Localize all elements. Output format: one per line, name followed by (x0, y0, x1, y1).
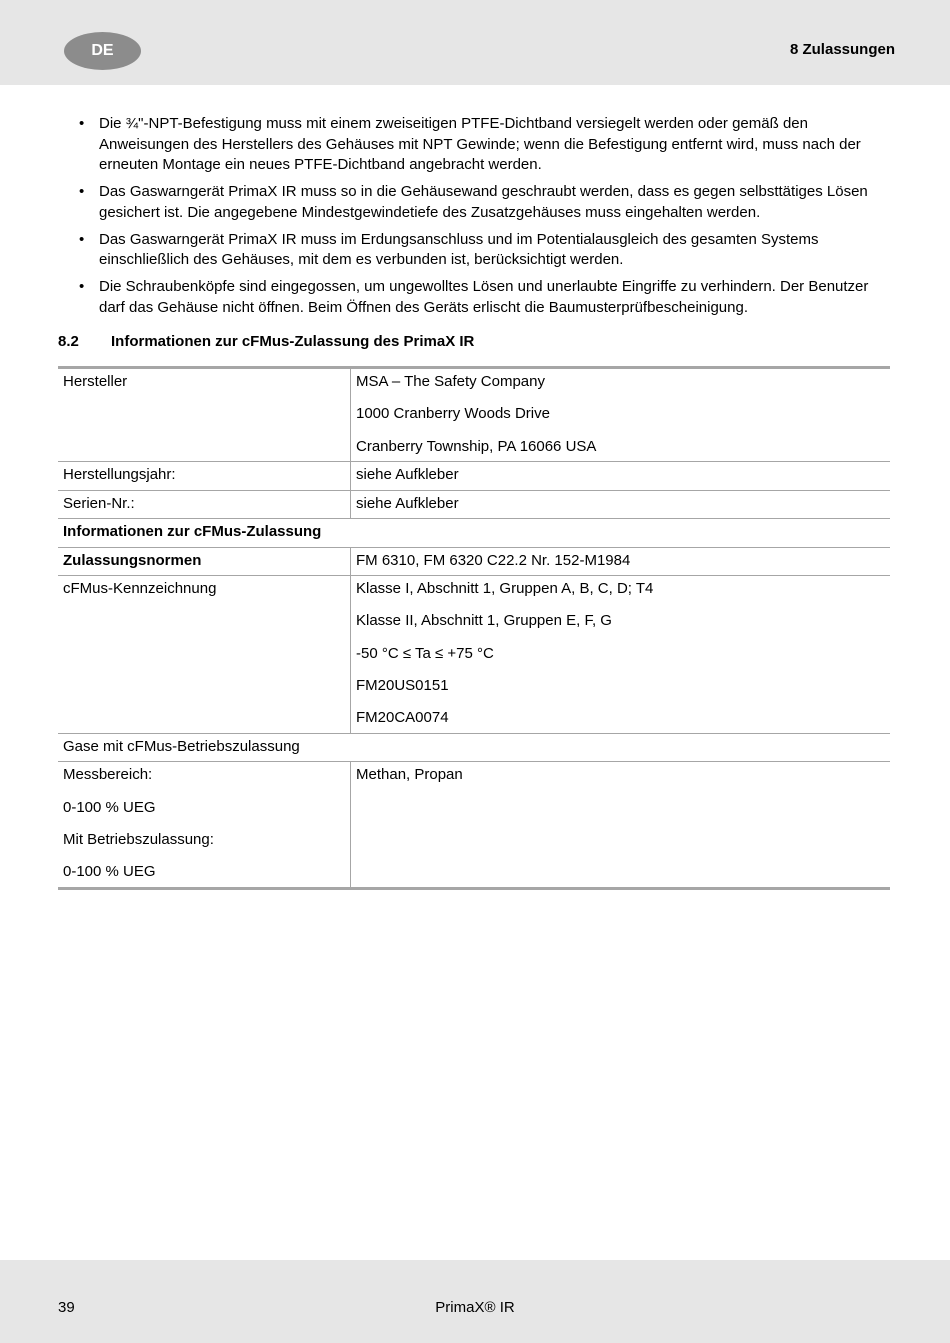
address-line: MSA – The Safety Company (356, 373, 545, 390)
address-line: 1000 Cranberry Woods Drive (356, 405, 550, 423)
approval-table (58, 366, 890, 890)
year-label: Herstellungsjahr: (58, 462, 351, 491)
bullet-item: • Das Gaswarngerät PrimaX IR muss im Erdungsanschluss und im Potentialausgleich des gesamten Systems einschließlich des Gehäuses, mit dem es verbunden ist, berücksichtigt werden. (58, 230, 878, 271)
marking-line: Klasse II, Abschnitt 1, Gruppen E, F, G (356, 612, 612, 630)
marking-line: -50 °C ≤ Ta ≤ +75 °C (356, 644, 494, 662)
chapter-title: 8 Zulassungen (789, 41, 895, 58)
table-row (58, 490, 890, 519)
marking-line: FM20US0151 (356, 676, 449, 694)
serial-value: siehe Aufkleber (351, 490, 891, 519)
table-row (58, 547, 890, 576)
standards-value: FM 6310, FM 6320 C22.2 Nr. 152-M1984 (351, 547, 891, 576)
page-header (0, 0, 950, 85)
section-heading (58, 333, 474, 350)
table-row (58, 762, 890, 888)
address-line: Cranberry Township, PA 16066 USA (356, 437, 597, 455)
gases-value: Methan, Propan (351, 762, 891, 888)
bullet-item: • Die Schraubenköpfe sind eingegossen, um ungewolltes Lösen und unerlaubte Eingriffe zu verhindern. Der Benutzer darf das Gehäuse nicht öffnen. Beim Öffnen des Geräts erlischt die Baumusterprüfbescheinigung. (58, 277, 878, 318)
table-row (58, 519, 890, 548)
bullet-list (58, 114, 878, 325)
cfmus-heading: Informationen zur cFMus-Zulassung (58, 519, 890, 548)
table-row (58, 733, 890, 762)
marking-label: cFMus-Kennzeichnung (58, 576, 351, 734)
marking-value (351, 576, 891, 734)
table-row (58, 462, 890, 491)
table-row (58, 576, 890, 734)
page-number: 39 (58, 1299, 75, 1316)
manufacturer-value (351, 368, 891, 462)
range-line: Messbereich: (63, 766, 153, 784)
range-label (58, 762, 351, 888)
manufacturer-label: Hersteller (58, 368, 351, 462)
section-title: Informationen zur cFMus-Zulassung des PrimaX IR (111, 333, 475, 350)
marking-line: FM20CA0074 (356, 709, 449, 727)
bullet-item: • Die ¾"-NPT-Befestigung muss mit einem zweiseitigen PTFE-Dichtband versiegelt werden oder gemäß den Anweisungen des Herstellers des Gehäuses mit NPT Gewinde; wenn die Befestigung entfernt wird, muss nach der erneuten Montage ein neues PTFE-Dichtband angebracht werden. (58, 114, 878, 176)
page-footer (0, 1260, 950, 1343)
table-row (58, 368, 890, 462)
gases-heading: Gase mit cFMus-Betriebszulassung (58, 733, 890, 762)
bullet-item: • Das Gaswarngerät PrimaX IR muss so in die Gehäusewand geschraubt werden, dass es gegen selbsttätiges Lösen gesichert ist. Die angegebene Mindestgewindetiefe des Zusatzgehäuses muss eingehalten werden. (58, 182, 878, 223)
range-line: 0-100 % UEG (63, 863, 156, 881)
serial-label: Serien-Nr.: (58, 490, 351, 519)
standards-label: Zulassungsnormen (58, 547, 351, 576)
year-value: siehe Aufkleber (351, 462, 891, 491)
section-number: 8.2 (58, 333, 79, 350)
marking-line: Klasse I, Abschnitt 1, Gruppen A, B, C, D; T4 (356, 580, 654, 598)
range-line: 0-100 % UEG (63, 798, 156, 816)
product-name: PrimaX® IR (435, 1299, 515, 1316)
language-badge: DE (64, 32, 141, 70)
range-line: Mit Betriebszulassung: (63, 830, 214, 848)
